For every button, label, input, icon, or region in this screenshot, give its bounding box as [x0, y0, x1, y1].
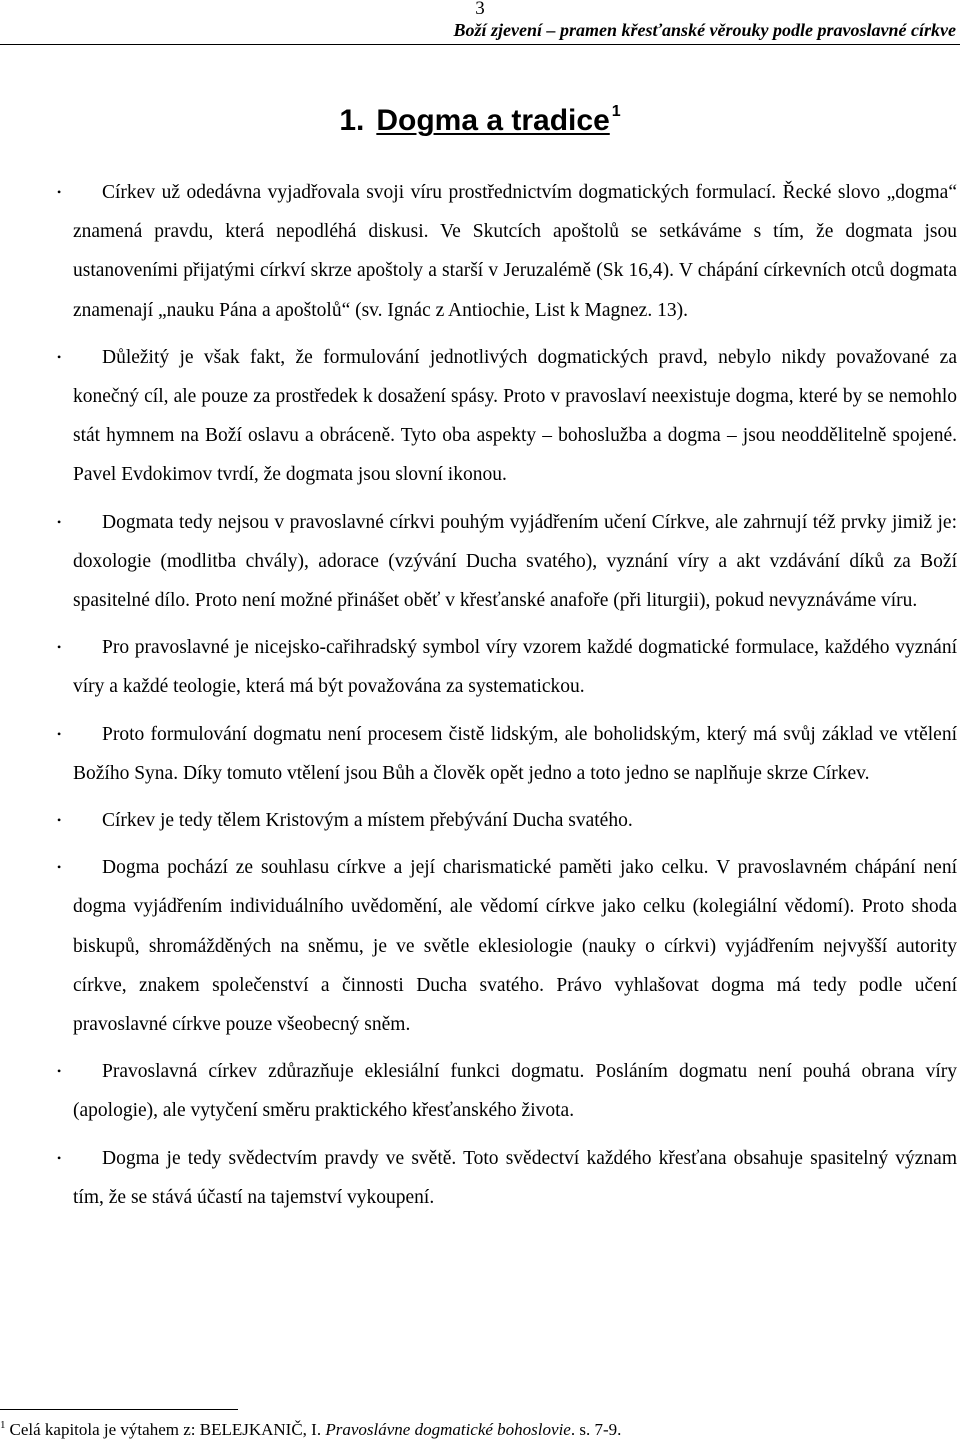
list-item — [57, 338, 957, 495]
paragraph-text: Proto formulování dogmatu není procesem čistě lidským, ale boholidským, který má svůj základ ve vtělení Božího Syna. Díky tomuto vtělení jsou Bůh a člověk opět jedno a toto jedno se naplňuje skrze Církev. — [73, 723, 957, 784]
running-title: Boží zjevení – pramen křesťanské věrouky podle pravoslavné církve — [453, 20, 956, 40]
bullet-icon: • — [57, 860, 62, 875]
list-item — [57, 801, 957, 840]
footnote-marker: 1 — [0, 1419, 6, 1431]
footnote-rule — [0, 1409, 238, 1410]
list-item — [57, 1139, 957, 1217]
list-item — [57, 715, 957, 793]
paragraph-text: Dogma pochází ze souhlasu církve a její charismatické paměti jako celku. V pravoslavném chápání není dogma vyjádřením individuálního uvědomění, ale vědomí církve jako celku (kolegiální vědomí). Proto shoda biskupů, shromážděných na sněmu, je ve světle eklesiologie (nauky o církvi) vyjádřením nejvyšší autority církve, znakem společenství a činnosti Ducha svatého. Právo vyhlašovat dogma má tedy podle učení pravoslavné církve pouze všeobecný sněm. — [73, 857, 957, 1036]
paragraph-text: Církev je tedy tělem Kristovým a místem přebývání Ducha svatého. — [102, 810, 633, 832]
paragraph-text: Dogma je tedy svědectvím pravdy ve světě. Toto svědectví každého křesťana obsahuje spasitelný význam tím, že se stává účastí na tajemství vykoupení. — [73, 1147, 957, 1208]
chapter-number: 1. — [339, 104, 365, 137]
bullet-icon: • — [57, 1150, 62, 1165]
paragraph-text: Důležitý je však fakt, že formulování jednotlivých dogmatických pravd, nebylo nikdy považované za konečný cíl, ale pouze za prostředek k dosažení spásy. Proto v pravoslaví neexistuje dogma, které by se nemohlo stát hymnem na Boží oslavu a obráceně. Tyto oba aspekty – bohoslužba a dogma – jsou neoddělitelně spojené. Pavel Evdokimov tvrdí, že dogmata jsou slovní ikonou. — [73, 346, 957, 486]
footnote-work-title: Pravoslávne dogmatické bohoslovie — [325, 1420, 571, 1439]
list-item — [57, 628, 957, 706]
list-item — [57, 503, 957, 621]
footnote-reference: 1 — [611, 103, 621, 120]
page-number: 3 — [475, 0, 485, 19]
bullet-icon: • — [57, 514, 62, 529]
paragraph-text: Dogmata tedy nejsou v pravoslavné církvi pouhým vyjádřením učení Církve, ale zahrnují též prvky jimiž je: doxologie (modlitba chvály), adorace (vzývání Ducha svatého), vyznání víry a akt vzdávání díků za Boží spasitelné dílo. Proto není možné přinášet oběť v křesťanské anafoře (při liturgii), pokud nevyznáváme víru. — [73, 511, 957, 612]
bullet-icon: • — [57, 1064, 62, 1079]
bullet-icon: • — [57, 726, 62, 741]
list-item — [57, 848, 957, 1044]
chapter-title-text: Dogma a tradice — [376, 104, 610, 137]
footnote-text: Celá kapitola je výtahem z: BELEJKANIČ, I. — [9, 1420, 326, 1439]
footnote-pages: . s. 7-9. — [570, 1420, 622, 1439]
header-rule — [0, 44, 960, 45]
chapter-title — [0, 92, 960, 141]
bullet-icon: • — [57, 640, 62, 655]
page-header — [0, 0, 960, 46]
list-item — [57, 1052, 957, 1130]
bullet-icon: • — [57, 813, 62, 828]
paragraph-text: Pravoslavná církev zdůrazňuje eklesiální funkci dogmatu. Posláním dogmatu není pouhá obrana víry (apologie), ale vytyčení směru praktického křesťanského života. — [73, 1061, 957, 1122]
bullet-icon: • — [57, 185, 62, 199]
list-item — [57, 173, 957, 330]
bullet-icon: • — [57, 349, 62, 364]
paragraph-text: Pro pravoslavné je nicejsko-cařihradský symbol víry vzorem každé dogmatické formulace, každého vyznání víry a každé teologie, která má být považována za systematickou. — [73, 637, 957, 698]
footnote — [0, 1414, 960, 1441]
bullet-list — [57, 173, 957, 1225]
paragraph-text: Církev už odedávna vyjadřovala svoji víru prostřednictvím dogmatických formulací. Řecké slovo „dogma“ znamená pravdu, která nepodléhá diskusi. Ve Skutcích apoštolů se setkáváme s tím, že dogmata jsou ustanoveními přijatými církví skrze apoštoly a starší v Jeruzalémě (Sk 16,4). V chápání církevních otců dogmata znamenají „nauku Pána a apoštolů“ (sv. Ignác z Antiochie, List k Magnez. 13). — [73, 182, 957, 321]
